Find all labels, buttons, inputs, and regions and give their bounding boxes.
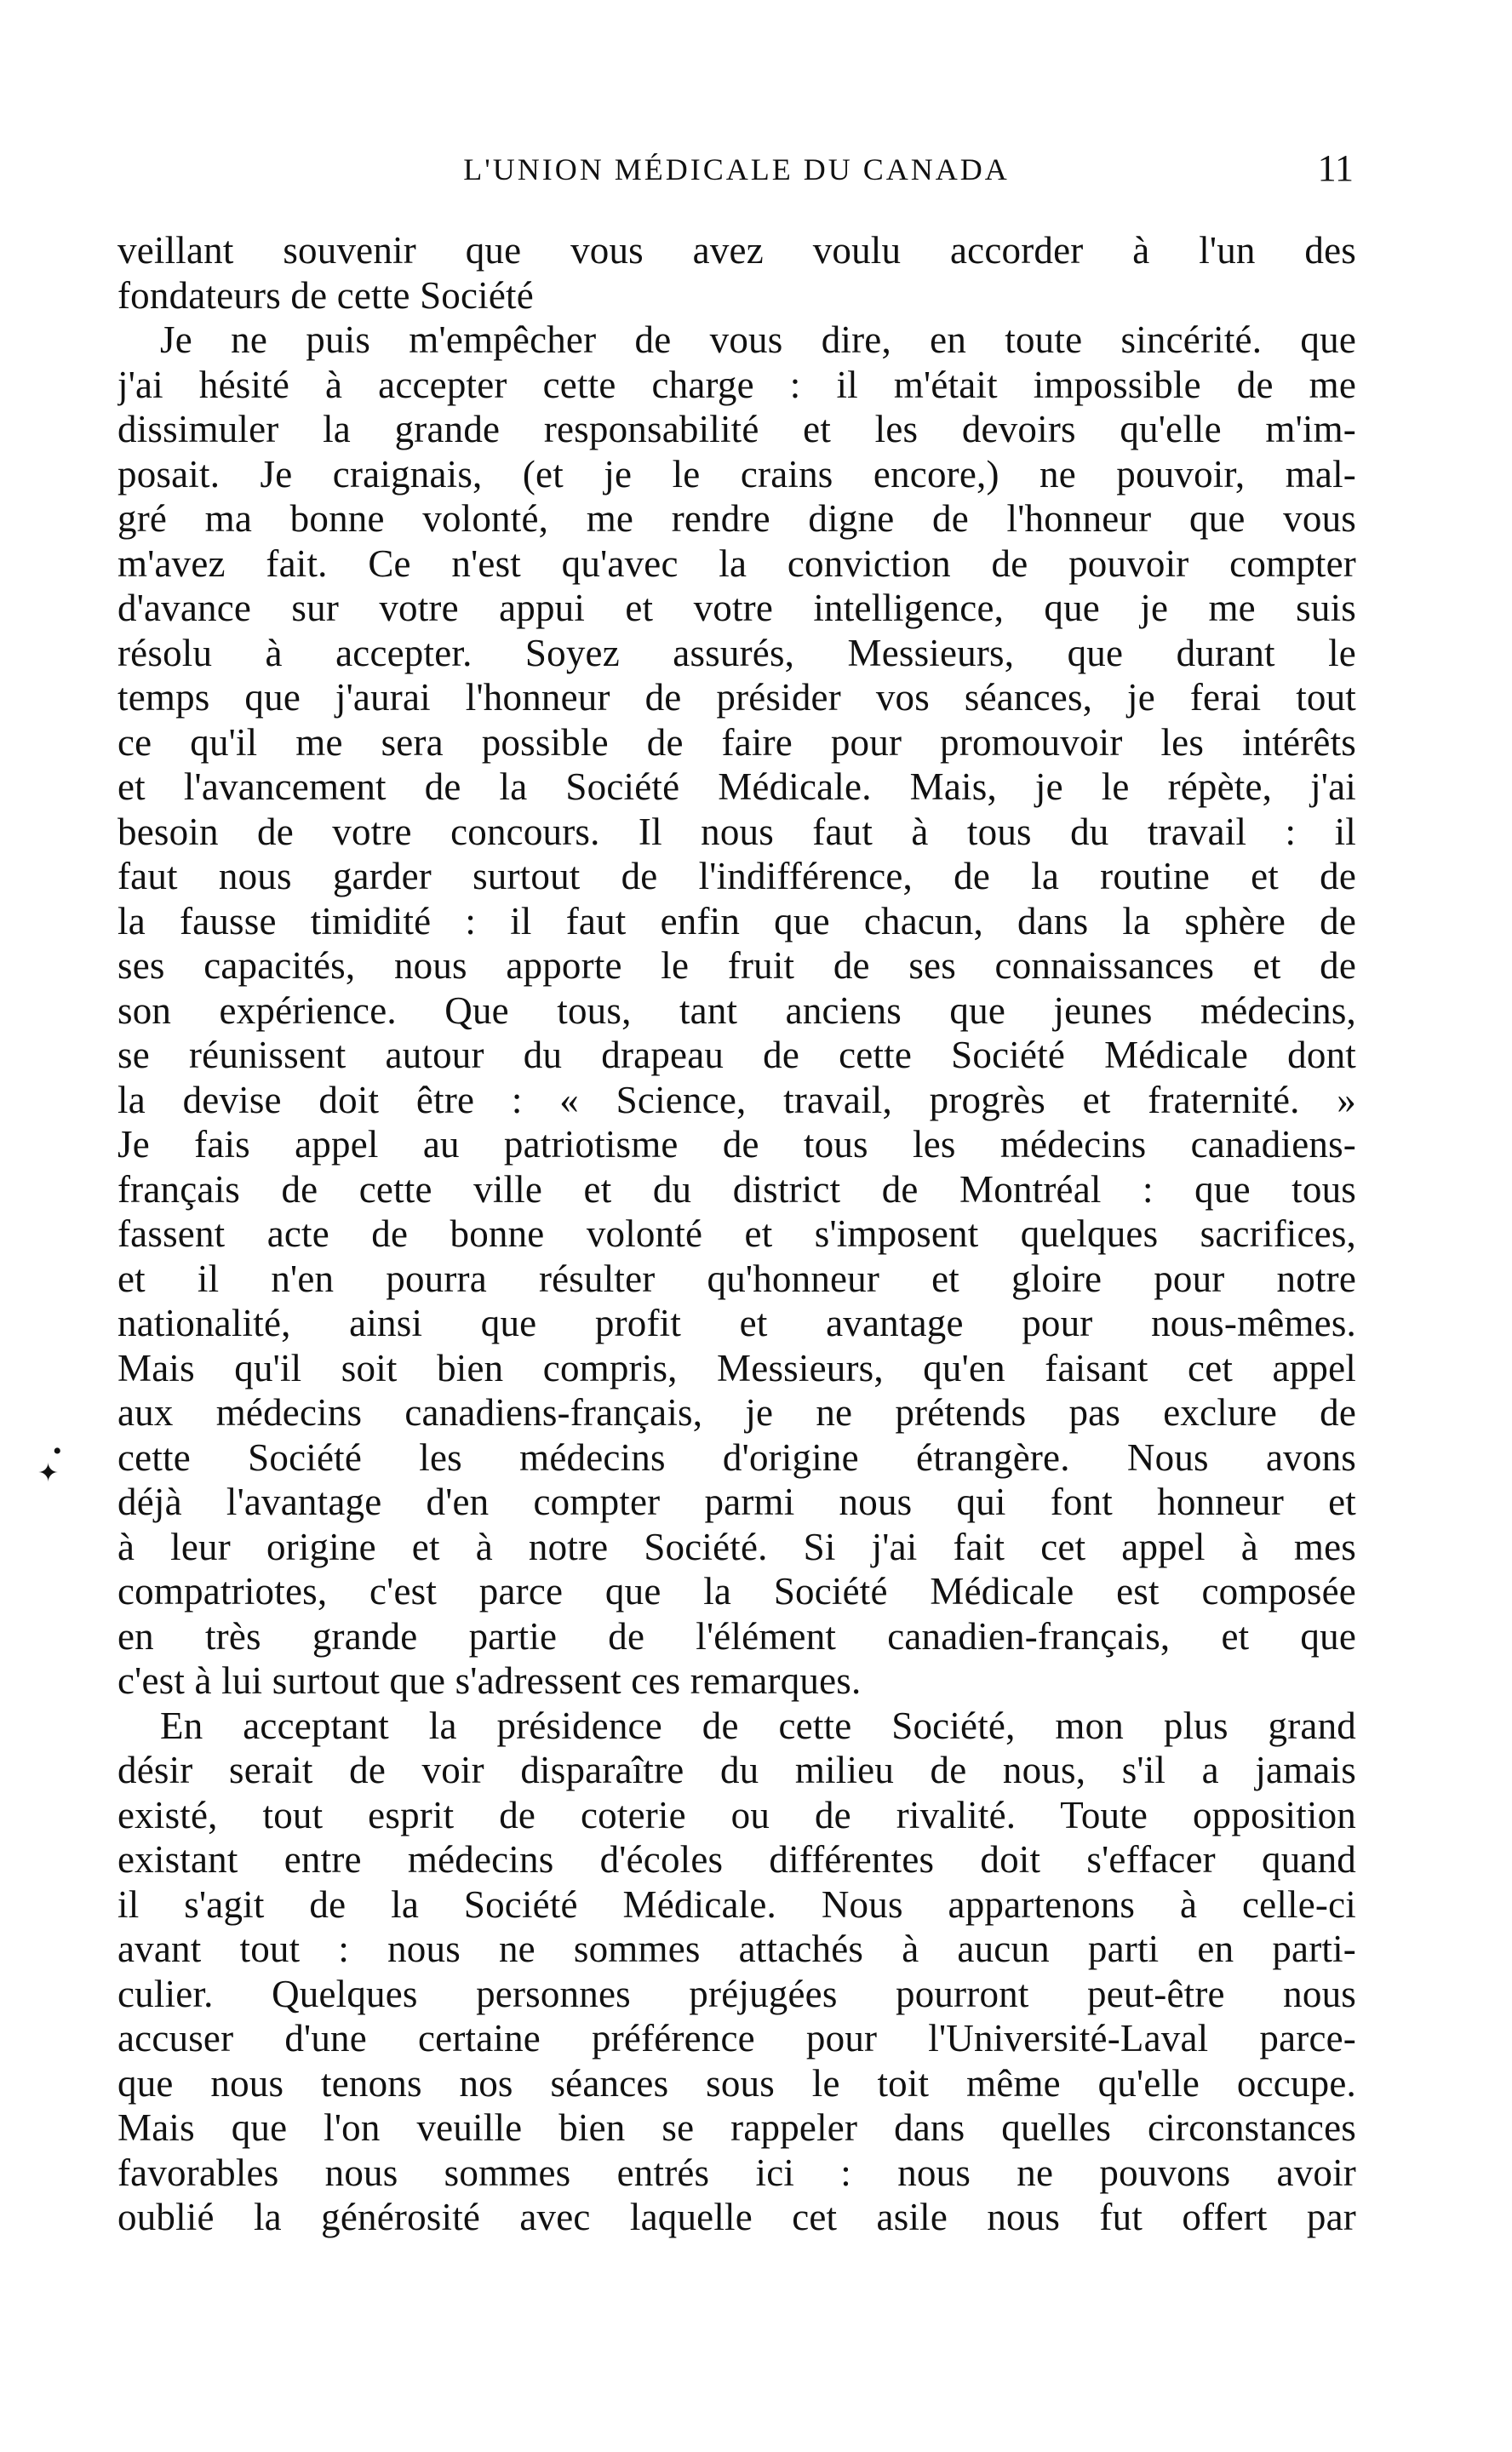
text-line: déjà l'avantage d'en compter parmi nous qui font honneur et — [117, 1481, 1356, 1523]
text-line: En acceptant la présidence de cette Société, mon plus grand — [160, 1704, 1356, 1747]
text-line: la fausse timidité : il faut enfin que chacun, dans la sphère de — [117, 899, 1356, 942]
text-line: Mais qu'il soit bien compris, Messieurs, qu'en faisant cet appel — [117, 1346, 1356, 1389]
text-line: il s'agit de la Société Médicale. Nous appartenons à celle-ci — [117, 1882, 1356, 1926]
running-title: L'UNION MÉDICALE DU CANADA — [463, 152, 1010, 186]
margin-ink-marks — [34, 1439, 85, 1490]
text-line: avant tout : nous ne sommes attachés à aucun parti en parti- — [117, 1928, 1356, 1970]
text-line: temps que j'aurai l'honneur de présider vos séances, je ferai tout — [117, 676, 1356, 719]
ink-mark: • — [53, 1437, 62, 1465]
text-line: aux médecins canadiens-français, je ne prétends pas exclure de — [117, 1391, 1356, 1434]
text-line: compatriotes, c'est parce que la Société Médicale est composée — [117, 1570, 1356, 1613]
text-line: posait. Je craignais, (et je le crains encore,) ne pouvoir, mal- — [117, 452, 1356, 496]
text-line: fondateurs de cette Société — [117, 273, 534, 317]
text-line: existant entre médecins d'écoles différentes doit s'effacer quand — [117, 1838, 1356, 1881]
text-line: Je fais appel au patriotisme de tous les médecins canadiens- — [117, 1123, 1356, 1166]
text-line: résolu à accepter. Soyez assurés, Messieurs, que durant le — [117, 631, 1356, 674]
text-line: j'ai hésité à accepter cette charge : il m'était impossible de me — [117, 363, 1356, 406]
ink-mark: ✦ — [37, 1459, 60, 1487]
text-line: Mais que l'on veuille bien se rappeler dans quelles circonstances — [117, 2106, 1356, 2149]
text-line: favorables nous sommes entrés ici : nous ne pouvons avoir — [117, 2151, 1356, 2194]
running-head — [119, 147, 1354, 203]
text-line: ce qu'il me sera possible de faire pour promouvoir les intérêts — [117, 720, 1356, 764]
text-line: gré ma bonne volonté, me rendre digne de l'honneur que vous — [117, 497, 1356, 540]
text-line: la devise doit être : « Science, travail, progrès et fraternité. » — [117, 1078, 1356, 1121]
text-line: Je ne puis m'empêcher de vous dire, en toute sincérité. que — [160, 318, 1356, 361]
text-line: veillant souvenir que vous avez voulu accorder à l'un des — [117, 229, 1356, 272]
text-line: son expérience. Que tous, tant anciens que jeunes médecins, — [117, 988, 1356, 1032]
text-line: d'avance sur votre appui et votre intelligence, que je me suis — [117, 587, 1356, 629]
text-line: que nous tenons nos séances sous le toit même qu'elle occupe. — [117, 2061, 1356, 2105]
text-line: en très grande partie de l'élément canadien-français, et que — [117, 1614, 1356, 1658]
text-line: c'est à lui surtout que s'adressent ces remarques. — [117, 1659, 862, 1702]
text-line: fassent acte de bonne volonté et s'imposent quelques sacrifices, — [117, 1212, 1356, 1255]
text-line: culier. Quelques personnes préjugées pourront peut-être nous — [117, 1972, 1356, 2015]
text-line: accuser d'une certaine préférence pour l'Université-Laval parce- — [117, 2017, 1356, 2060]
text-line: à leur origine et à notre Société. Si j'ai fait cet appel à mes — [117, 1525, 1356, 1568]
text-line: dissimuler la grande responsabilité et les devoirs qu'elle m'im- — [117, 408, 1356, 450]
text-line: existé, tout esprit de coterie ou de rivalité. Toute opposition — [117, 1793, 1356, 1836]
text-line: m'avez fait. Ce n'est qu'avec la conviction de pouvoir compter — [117, 541, 1356, 585]
text-line: se réunissent autour du drapeau de cette Société Médicale dont — [117, 1034, 1356, 1076]
text-line: ses capacités, nous apporte le fruit de ses connaissances et de — [117, 944, 1356, 987]
text-line: nationalité, ainsi que profit et avantage pour nous-mêmes. — [117, 1302, 1356, 1344]
text-line: oublié la générosité avec laquelle cet asile nous fut offert par — [117, 2196, 1356, 2238]
text-line: cette Société les médecins d'origine étrangère. Nous avons — [117, 1435, 1356, 1479]
text-line: faut nous garder surtout de l'indifférence, de la routine et de — [117, 855, 1356, 897]
body-text — [117, 228, 1356, 2240]
text-line: et il n'en pourra résulter qu'honneur et gloire pour notre — [117, 1257, 1356, 1300]
text-line: besoin de votre concours. Il nous faut à tous du travail : il — [117, 810, 1356, 853]
text-line: français de cette ville et du district de Montréal : que tous — [117, 1167, 1356, 1211]
text-line: désir serait de voir disparaître du milieu de nous, s'il a jamais — [117, 1749, 1356, 1791]
page-number: 11 — [1317, 147, 1354, 189]
text-line: et l'avancement de la Société Médicale. Mais, je le répète, j'ai — [117, 765, 1356, 808]
